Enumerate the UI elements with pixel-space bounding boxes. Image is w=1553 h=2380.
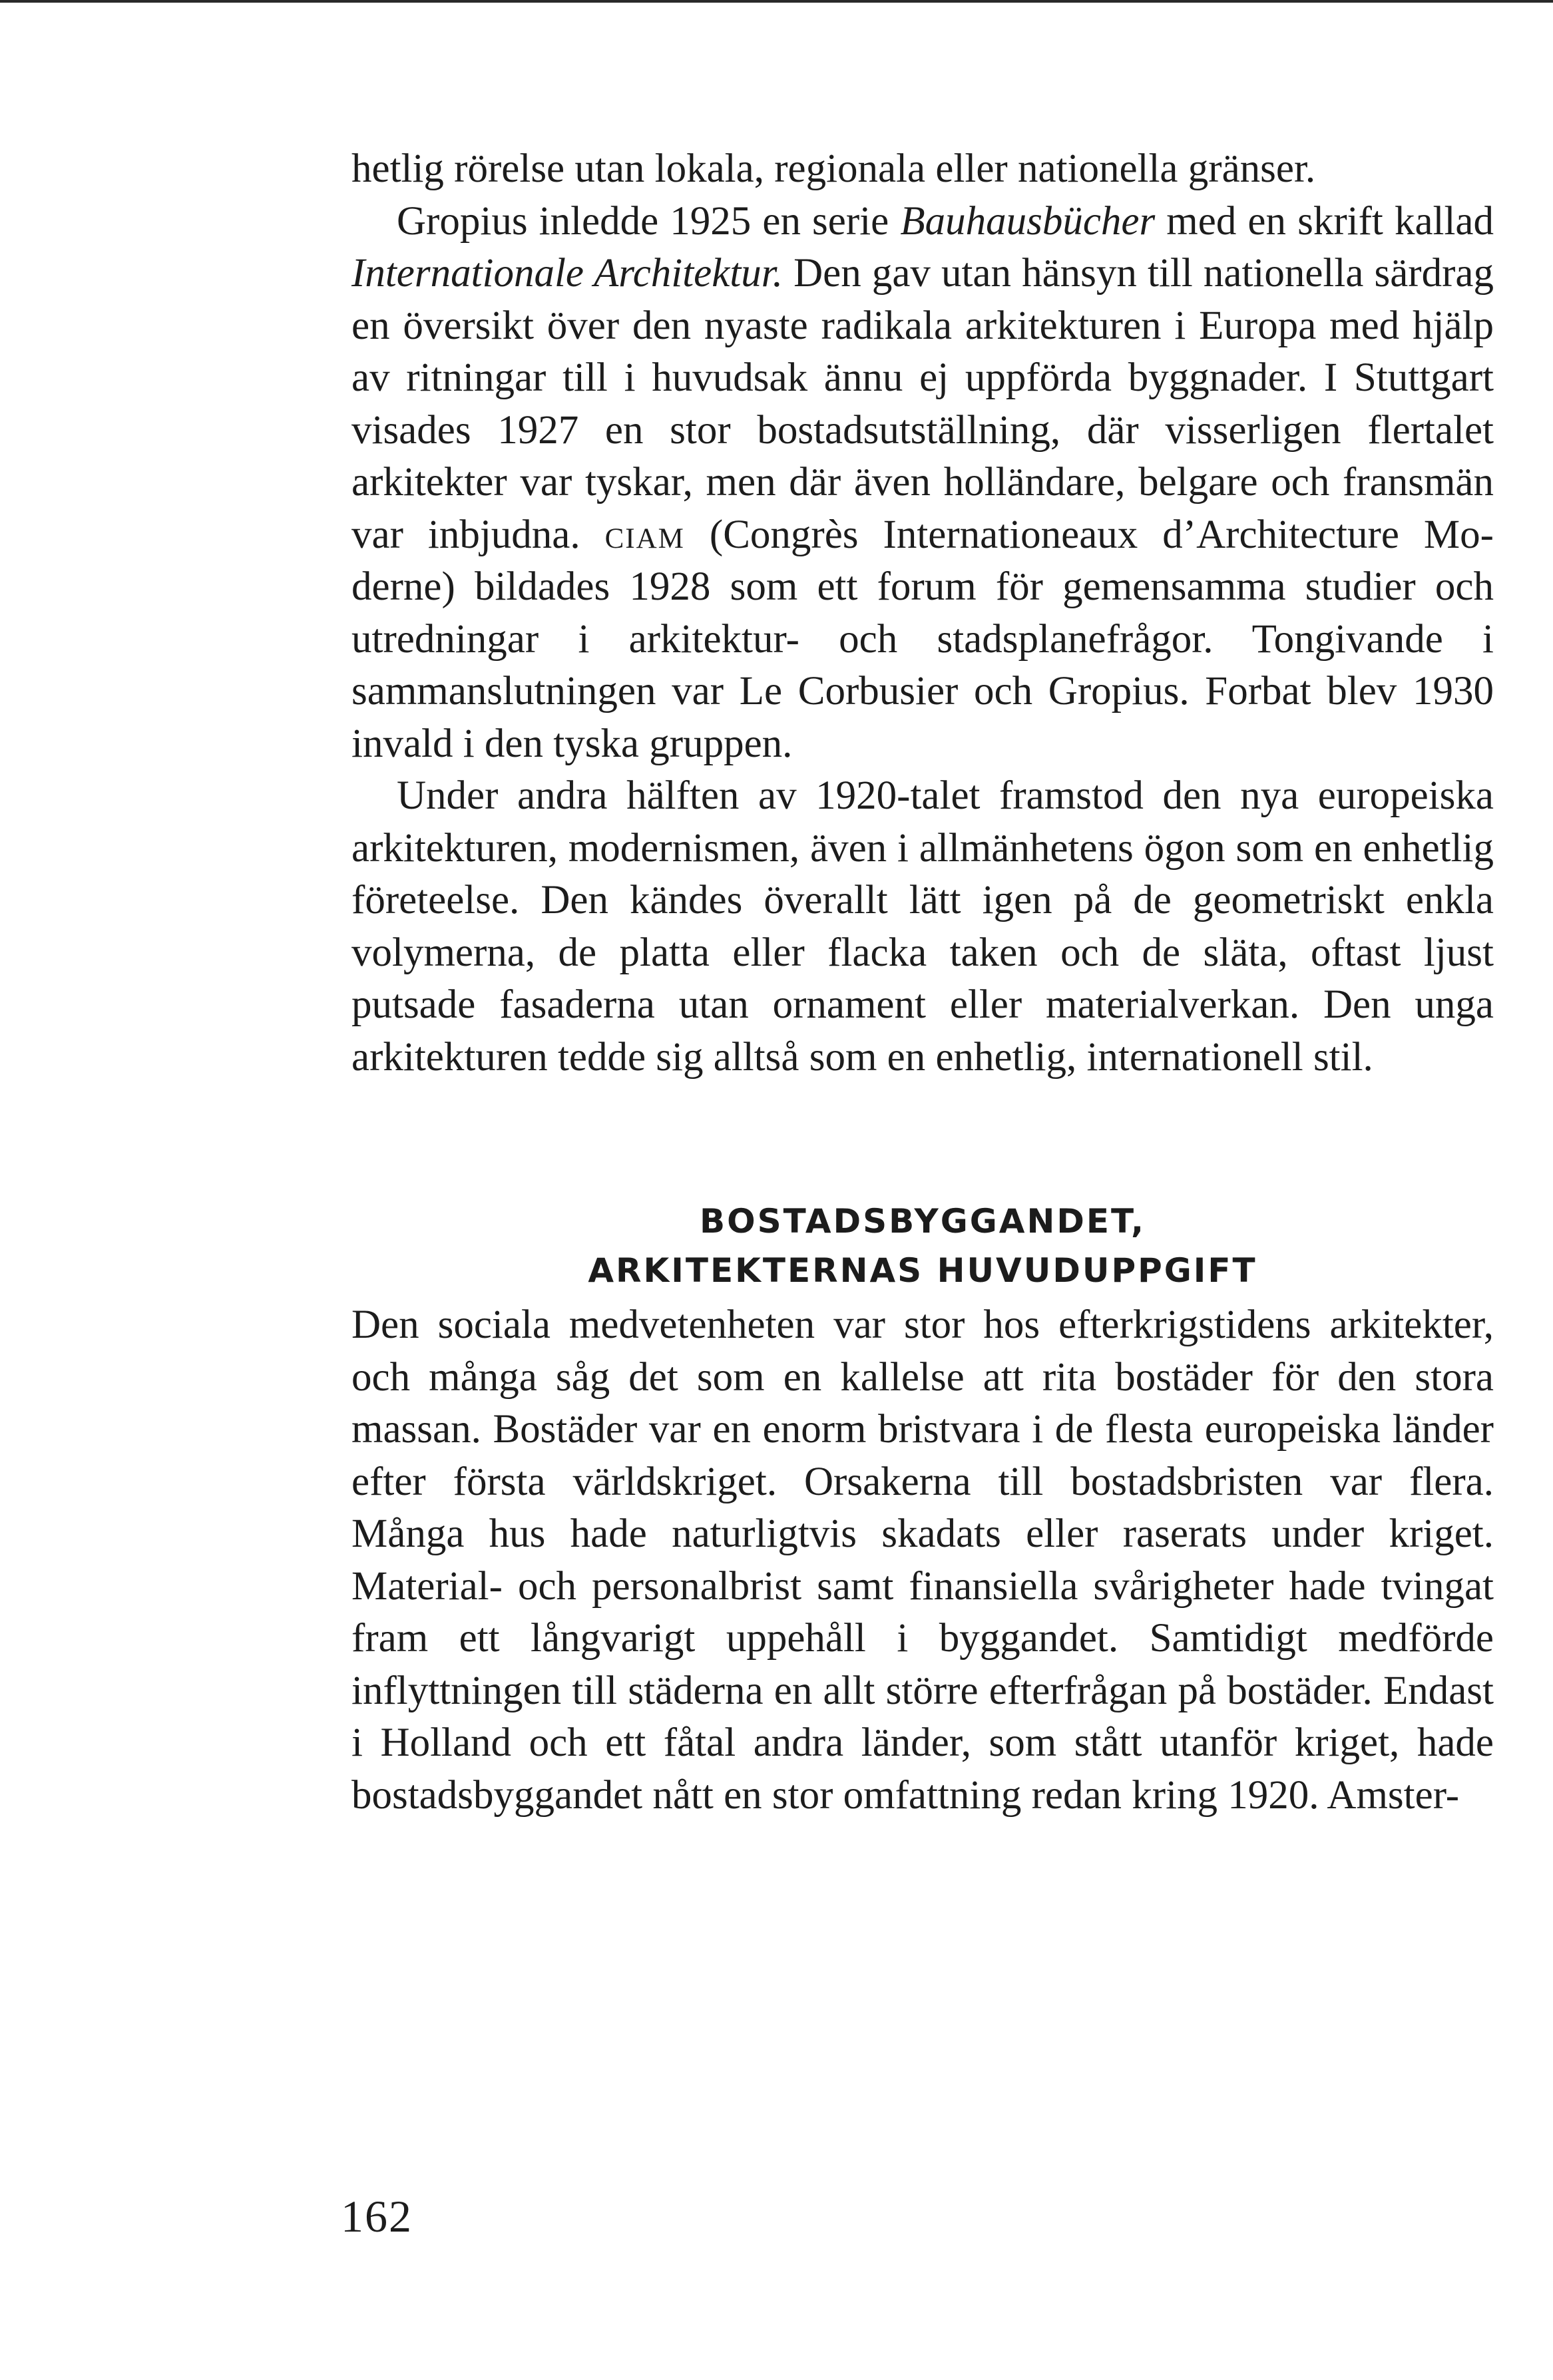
section-heading (351, 1197, 1494, 1295)
italic-title-internationale-architektur: Internationale Architektur. (351, 251, 783, 296)
text-run: (Congrès Internationeaux d’Architecture Moderne) bildades 1928 som ett forum för gemensamma studier och utredningar i arkitektur- och stadsplanefrågor. Tongivande i sammanslutningen var Le Corbusier och Gropius. Forbat blev 1930 invald i den tyska gruppen. (351, 512, 1494, 766)
text-run: med en skrift kallad (1155, 198, 1494, 244)
section-heading-line-2: ARKITEKTERNAS HUVUDUPPGIFT (588, 1251, 1257, 1290)
section-heading-line-1: BOSTADSBYGGANDET, (700, 1202, 1146, 1241)
text-run: Gropius inledde 1925 en serie (397, 198, 901, 244)
paragraph-1 (351, 143, 1494, 196)
text-column (351, 143, 1494, 1822)
italic-title-bauhausbucher: Bauhausbücher (900, 198, 1156, 244)
text-run: hetlig rörelse utan lokala, regionala eller nationella gränser. (351, 146, 1316, 191)
text-run: Den gav utan hänsyn till nationella särdrag en översikt över den nyaste radikala arkitekturen i Europa med hjälp av ritningar till i huvudsak ännu ej uppförda byggnader. I Stuttgart visades 1927 en stor bostadsutställning, där visserligen flertalet arkitekter var tyskar, men där även holländare, belgare och fransmän var inbjudna. (351, 251, 1494, 557)
page-top-edge (0, 0, 1553, 3)
text-run: Under andra hälften av 1920-talet framstod den nya europeiska arkitekturen, modernismen, även i allmänhetens ögon som en enhetlig företeelse. Den kändes överallt lätt igen på de geometriskt enkla volymerna, de platta eller flacka taken och de släta, oftast ljust putsade fasaderna utan ornament eller materialverkan. Den unga arkitekturen tedde sig alltså som en enhetlig, internationell stil. (351, 773, 1494, 1080)
abbreviation-ciam: ciam (604, 512, 685, 557)
section-paragraph-1 (351, 1299, 1494, 1822)
page-number: 162 (341, 2191, 413, 2242)
paragraph-2 (351, 196, 1494, 771)
paragraph-3 (351, 770, 1494, 1084)
text-run: Den sociala medvetenheten var stor hos efterkrigstidens arkitekter, och många såg det som en kallelse att rita bostäder för den stora massan. Bostäder var en enorm bristvara i de flesta europeiska länder efter första världskriget. Orsakerna till bostadsbristen var flera. Många hus hade naturligtvis skadats eller raserats under kriget. Material- och personalbrist samt finansiella svårigheter hade tvingat fram ett långvarigt uppehåll i byggandet. Samtidigt medförde inflyttningen till städerna en allt större efterfrågan på bostäder. Endast i Holland och ett fåtal andra länder, som stått utanför kriget, hade bostadsbyggandet nått en stor omfattning redan kring 1920. Amster- (351, 1302, 1494, 1818)
